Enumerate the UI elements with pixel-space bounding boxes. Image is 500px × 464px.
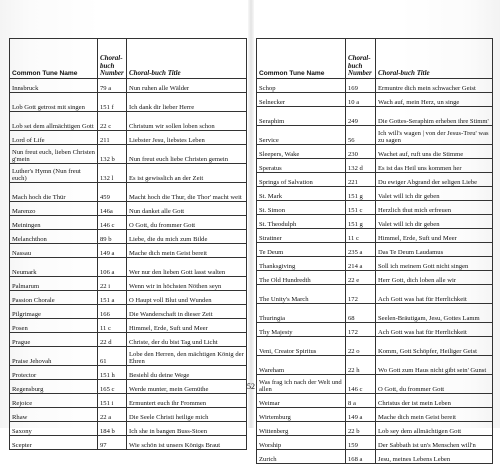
number-cell: 165 c — [98, 380, 127, 394]
title-cell: Nun freut euch liebe Christen gemein — [127, 145, 247, 164]
number-cell: 168 a — [346, 450, 376, 464]
number-cell: 146 c — [98, 216, 127, 230]
tune-name-cell: Praise Jehovah — [10, 347, 98, 366]
number-cell: 151 i — [98, 394, 127, 408]
tune-name-cell: Luther's Hymn (Nun freut euch) — [10, 164, 98, 183]
tune-name-cell: Thy Majesty — [257, 323, 346, 337]
title-cell: Himmel, Erde, Suft und Meer — [127, 319, 247, 333]
table-row — [10, 347, 247, 366]
number-cell: 89 b — [98, 230, 127, 244]
number-cell: 151 g — [346, 215, 376, 229]
number-header: Choral-buch Number — [98, 39, 127, 79]
table-row — [10, 277, 247, 291]
title-cell: Lobe den Herren, den mächtigen König der Ehren — [127, 347, 247, 366]
tune-name-cell: Service — [257, 126, 346, 145]
number-cell: 235 a — [346, 243, 376, 257]
tune-name-cell: Passion Chorale — [10, 291, 98, 305]
title-cell: Nun ruhen alle Wälder — [127, 79, 247, 93]
tune-name-cell: Weimar — [257, 394, 346, 408]
table-row — [257, 271, 493, 285]
title-cell: Christus der ist mein Leben — [376, 394, 493, 408]
table-row — [10, 79, 247, 93]
tune-name-cell: Lob sei dem allmächtigen Gott — [10, 112, 98, 131]
tune-name-cell: Worship — [257, 436, 346, 450]
table-row — [257, 450, 493, 464]
tune-name-cell: The Old Hundredth — [257, 271, 346, 285]
table-row — [257, 215, 493, 229]
title-cell: Ermuntre dich mein schwacher Geist — [376, 79, 493, 93]
table-row — [257, 408, 493, 422]
title-cell: Ich dank dir lieber Herre — [127, 93, 247, 112]
number-cell: 132 b — [98, 145, 127, 164]
title-cell: Die Gottes-Seraphim erheben ihre Stimm' — [376, 107, 493, 126]
left-tune-table — [9, 38, 247, 450]
table-row — [10, 112, 247, 131]
number-cell: 8 a — [346, 394, 376, 408]
tune-name-cell: Saxony — [10, 422, 98, 436]
title-cell: Ich will's wagen | von der Jesus-Treu' was zu sagen — [376, 126, 493, 145]
title-cell: Wenn wir in höchsten Nöthen seyn — [127, 277, 247, 291]
number-cell: 149 a — [346, 408, 376, 422]
title-cell: Du ewiger Abgrand der seligen Liebe — [376, 173, 493, 187]
number-cell: 68 — [346, 304, 376, 323]
table-row — [10, 131, 247, 145]
number-cell: 22 o — [346, 337, 376, 356]
title-cell: Wachet auf, ruft uns die Stimme — [376, 145, 493, 159]
title-cell: Wach auf, mein Herz, un singe — [376, 93, 493, 107]
title-cell: O Haupt voll Blut und Wunden — [127, 291, 247, 305]
table-row — [10, 230, 247, 244]
title-cell: Mache dich mein Geist bereit — [376, 408, 493, 422]
tune-name-cell: Prague — [10, 333, 98, 347]
title-cell: Komm, Gott Schöpfer, Heiliger Geist — [376, 337, 493, 356]
table-row — [10, 258, 247, 277]
number-cell: 169 — [346, 79, 376, 93]
tune-name-cell: Mach hoch die Thür — [10, 183, 98, 202]
number-cell: 151 h — [98, 366, 127, 380]
title-cell: Wo Gott zum Haus nicht gibt sein' Gunst — [376, 356, 493, 375]
title-cell: Ermuntert euch ihr Frommen — [127, 394, 247, 408]
tune-name-cell: Melanchthon — [10, 230, 98, 244]
title-cell: Liebe, die du mich zum Bilde — [127, 230, 247, 244]
table-row — [257, 257, 493, 271]
number-cell: 184 b — [98, 422, 127, 436]
right-tune-table — [256, 38, 493, 464]
number-cell: 459 — [98, 183, 127, 202]
table-row — [257, 229, 493, 243]
number-cell: 22 e — [346, 271, 376, 285]
number-cell: 22 a — [98, 408, 127, 422]
title-cell: Valet will ich dir geben — [376, 187, 493, 201]
tune-name-cell: Nassau — [10, 244, 98, 258]
tune-name-cell: Schop — [257, 79, 346, 93]
title-cell: Wer nur den lieben Gott lasst walten — [127, 258, 247, 277]
table-row — [10, 183, 247, 202]
tune-name-cell: Pilgrimage — [10, 305, 98, 319]
title-cell: Lob sey dem allmächtigen Gott — [376, 422, 493, 436]
table-row — [257, 187, 493, 201]
tune-name-cell: Seraphim — [257, 107, 346, 126]
table-row — [257, 201, 493, 215]
number-cell: 146 c — [346, 375, 376, 394]
table-row — [10, 408, 247, 422]
title-cell: Herzlich thut mich erfreuen — [376, 201, 493, 215]
tune-name-cell: Meiningen — [10, 216, 98, 230]
title-header: Choral-buch Title — [127, 39, 247, 79]
table-row — [257, 436, 493, 450]
table-row — [10, 394, 247, 408]
number-cell: 22 i — [98, 277, 127, 291]
tune-name-cell: Speratus — [257, 159, 346, 173]
title-cell: O Gott, du frommer Gott — [376, 375, 493, 394]
table-header-row — [10, 39, 247, 79]
title-cell: Es ist gewisslich an der Zeit — [127, 164, 247, 183]
tune-name-cell: Palmarum — [10, 277, 98, 291]
left-table-body — [10, 79, 247, 450]
title-cell: Ach Gott was hat für Herrlichkeit — [376, 323, 493, 337]
tune-name-header: Common Tune Name — [10, 39, 98, 79]
number-cell: 211 — [98, 131, 127, 145]
table-row — [10, 422, 247, 436]
table-row — [10, 291, 247, 305]
title-cell: O Gott, du frommer Gott — [127, 216, 247, 230]
number-cell: 151 f — [98, 93, 127, 112]
tune-name-cell: Selnecker — [257, 93, 346, 107]
title-cell: Die Seele Christi heilige mich — [127, 408, 247, 422]
title-cell: Macht hoch die Thur, die Thor' macht weit — [127, 183, 247, 202]
title-cell: Besiehl du deine Wege — [127, 366, 247, 380]
number-cell: 56 — [346, 126, 376, 145]
tune-name-cell: Thanksgiving — [257, 257, 346, 271]
title-cell: Ach Gott was hat für Herrlichkeit — [376, 285, 493, 304]
title-cell: Ich she in bangen Buss-Stoen — [127, 422, 247, 436]
title-cell: Werde munter, mein Gemüthe — [127, 380, 247, 394]
title-header: Choral-buch Title — [376, 39, 493, 79]
number-cell: 79 a — [98, 79, 127, 93]
number-cell: 106 a — [98, 258, 127, 277]
tune-name-cell: Nun freut euch, lieben Christen g'mein — [10, 145, 98, 164]
title-cell: Herr Gott, dich loben alle wir — [376, 271, 493, 285]
tune-name-cell: Wittenberg — [257, 422, 346, 436]
tune-name-cell: St. Mark — [257, 187, 346, 201]
right-table-body — [257, 79, 493, 464]
table-row — [10, 244, 247, 258]
number-header: Choral-buch Number — [346, 39, 376, 79]
table-row — [10, 366, 247, 380]
number-cell: 249 — [346, 107, 376, 126]
tune-name-cell: St. Simon — [257, 201, 346, 215]
table-row — [257, 173, 493, 187]
number-cell: 22 b — [346, 422, 376, 436]
number-cell: 172 — [346, 323, 376, 337]
table-row — [10, 216, 247, 230]
table-row — [257, 422, 493, 436]
tune-name-cell: Scepter — [10, 436, 98, 450]
number-cell: 151 c — [346, 201, 376, 215]
tune-name-cell: Marenzo — [10, 202, 98, 216]
number-cell: 132 l — [98, 164, 127, 183]
title-cell: Es ist das Heil uns kommen her — [376, 159, 493, 173]
tune-name-cell: Regensburg — [10, 380, 98, 394]
table-row — [10, 145, 247, 164]
title-cell: Wie schön ist unsers Königs Braut — [127, 436, 247, 450]
number-cell: 159 — [346, 436, 376, 450]
tune-name-cell: Rejoice — [10, 394, 98, 408]
table-row — [257, 79, 493, 93]
title-cell: Mache dich mein Geist bereit — [127, 244, 247, 258]
tune-name-cell: The Unity's March — [257, 285, 346, 304]
number-cell: 61 — [98, 347, 127, 366]
table-row — [257, 394, 493, 408]
title-cell: Das Te Deum Laudamus — [376, 243, 493, 257]
number-cell: 10 a — [346, 93, 376, 107]
book-gutter — [248, 0, 254, 428]
tune-name-cell: Wareham — [257, 356, 346, 375]
table-row — [257, 126, 493, 145]
title-cell: Christum wir sollen loben schon — [127, 112, 247, 131]
number-cell: 230 — [346, 145, 376, 159]
tune-name-cell: Strattner — [257, 229, 346, 243]
number-cell: 146a — [98, 202, 127, 216]
title-cell: Christe, der du bist Tag und Licht — [127, 333, 247, 347]
tune-name-cell: Neumark — [10, 258, 98, 277]
number-cell: 97 — [98, 436, 127, 450]
tune-name-header: Common Tune Name — [257, 39, 346, 79]
table-row — [10, 202, 247, 216]
title-cell: Liebster Jesu, liebstes Leben — [127, 131, 247, 145]
table-row — [257, 107, 493, 126]
number-cell: 22 d — [98, 333, 127, 347]
tune-name-cell: Springs of Salvation — [257, 173, 346, 187]
table-row — [10, 436, 247, 450]
tune-name-cell: Zurich — [257, 450, 346, 464]
table-row — [257, 145, 493, 159]
table-row — [10, 164, 247, 183]
table-row — [257, 93, 493, 107]
table-row — [10, 319, 247, 333]
number-cell: 221 — [346, 173, 376, 187]
table-row — [257, 337, 493, 356]
number-cell: 132 d — [346, 159, 376, 173]
number-cell: 22 h — [346, 356, 376, 375]
tune-name-cell: Thuringia — [257, 304, 346, 323]
number-cell: 151 g — [346, 187, 376, 201]
tune-name-cell: Veni, Creator Spiritus — [257, 337, 346, 356]
page-number: 52 — [247, 382, 255, 391]
tune-name-cell: Protector — [10, 366, 98, 380]
table-row — [10, 93, 247, 112]
table-row — [10, 380, 247, 394]
title-cell: Valet will ich dir geben — [376, 215, 493, 229]
table-row — [10, 305, 247, 319]
tune-name-cell: Lob Gott getrost mit singen — [10, 93, 98, 112]
number-cell: 22 c — [98, 112, 127, 131]
tune-name-cell: Te Deum — [257, 243, 346, 257]
table-row — [257, 375, 493, 394]
number-cell: 172 — [346, 285, 376, 304]
number-cell: 214 a — [346, 257, 376, 271]
title-cell: Soll ich meinem Gott nicht singen — [376, 257, 493, 271]
table-row — [257, 356, 493, 375]
table-header-row — [257, 39, 493, 79]
table-row — [257, 323, 493, 337]
tune-name-cell: Rhaw — [10, 408, 98, 422]
title-cell: Seelen-Bräutigam, Jesu, Gottes Lamm — [376, 304, 493, 323]
table-row — [257, 159, 493, 173]
table-row — [10, 333, 247, 347]
tune-name-cell: Wirtemburg — [257, 408, 346, 422]
number-cell: 151 a — [98, 291, 127, 305]
number-cell: 11 c — [346, 229, 376, 243]
tune-name-cell: Was frag ich nach der Welt und allen — [257, 375, 346, 394]
tune-name-cell: Lord of Life — [10, 131, 98, 145]
tune-name-cell: Sleepers, Wake — [257, 145, 346, 159]
table-row — [257, 243, 493, 257]
table-row — [257, 304, 493, 323]
title-cell: Der Sabbath ist un's Menschen will'n — [376, 436, 493, 450]
title-cell: Jesu, meines Lebens Leben — [376, 450, 493, 464]
tune-name-cell: Innsbruck — [10, 79, 98, 93]
table-row — [257, 285, 493, 304]
number-cell: 11 c — [98, 319, 127, 333]
tune-name-cell: Posen — [10, 319, 98, 333]
number-cell: 149 a — [98, 244, 127, 258]
title-cell: Himmel, Erde, Suft und Meer — [376, 229, 493, 243]
tune-name-cell: St. Theodulph — [257, 215, 346, 229]
title-cell: Die Wanderschaft in dieser Zeit — [127, 305, 247, 319]
number-cell: 166 — [98, 305, 127, 319]
title-cell: Nun danket alle Gott — [127, 202, 247, 216]
